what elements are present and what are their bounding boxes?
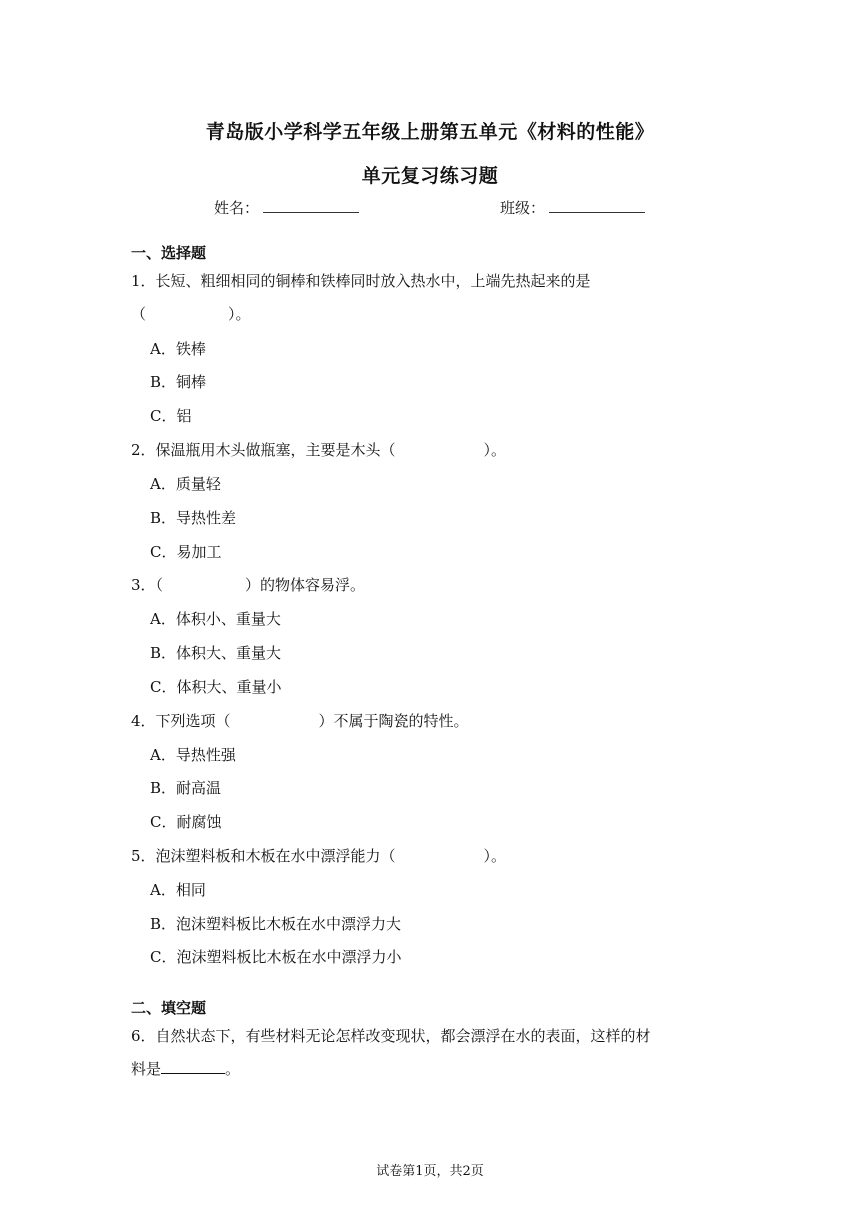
- class-label: 班级：: [500, 199, 546, 217]
- question-2-option-a: A．质量轻: [150, 475, 221, 493]
- question-2-stem: 2．保温瓶用木头做瓶塞，主要是木头（ ）。: [131, 441, 507, 459]
- question-6-line2: 料是 。: [131, 1060, 241, 1078]
- question-1-stem: 1．长短、粗细相同的铜棒和铁棒同时放入热水中，上端先热起来的是: [131, 272, 591, 290]
- class-blank: [549, 197, 645, 213]
- name-blank: [263, 197, 359, 213]
- class-field: [500, 197, 645, 218]
- name-field: [214, 197, 359, 218]
- question-5-option-b: B．泡沫塑料板比木板在水中漂浮力大: [150, 915, 402, 933]
- question-4-option-c: C．耐腐蚀: [150, 813, 222, 831]
- question-3-option-b: B．体积大、重量大: [150, 644, 282, 662]
- question-6-blank: [161, 1059, 225, 1074]
- question-2-option-b: B．导热性差: [150, 509, 237, 527]
- name-label: 姓名：: [214, 199, 260, 217]
- page-footer: 试卷第1页，共2页: [376, 1164, 484, 1179]
- question-5-option-c: C．泡沫塑料板比木板在水中漂浮力小: [150, 948, 402, 966]
- question-1-option-b: B．铜棒: [150, 373, 207, 391]
- question-3-stem: 3．（ ）的物体容易浮。: [131, 576, 366, 594]
- question-5-option-a: A．相同: [150, 881, 206, 899]
- question-4-option-a: A．导热性强: [150, 746, 236, 764]
- page-subtitle: 单元复习练习题: [361, 165, 499, 187]
- page-title: 青岛版小学科学五年级上册第五单元《材料的性能》: [205, 121, 655, 143]
- question-1-option-c: C．铝: [150, 407, 192, 425]
- question-1-option-a: A．铁棒: [150, 340, 206, 358]
- question-4-stem: 4．下列选项（ ）不属于陶瓷的特性。: [131, 712, 469, 730]
- section-fill: 二、填空题: [131, 999, 207, 1017]
- question-3-option-a: A．体积小、重量大: [150, 610, 281, 628]
- question-6-stem: 6．自然状态下，有些材料无论怎样改变现状，都会漂浮在水的表面，这样的材: [131, 1027, 651, 1045]
- question-1-paren: （ ）。: [131, 305, 251, 323]
- question-4-option-b: B．耐高温: [150, 779, 222, 797]
- question-3-option-c: C．体积大、重量小: [150, 678, 282, 696]
- section-choice: 一、选择题: [131, 244, 207, 262]
- question-5-stem: 5．泡沫塑料板和木板在水中漂浮能力（ ）。: [131, 847, 507, 865]
- question-2-option-c: C．易加工: [150, 543, 222, 561]
